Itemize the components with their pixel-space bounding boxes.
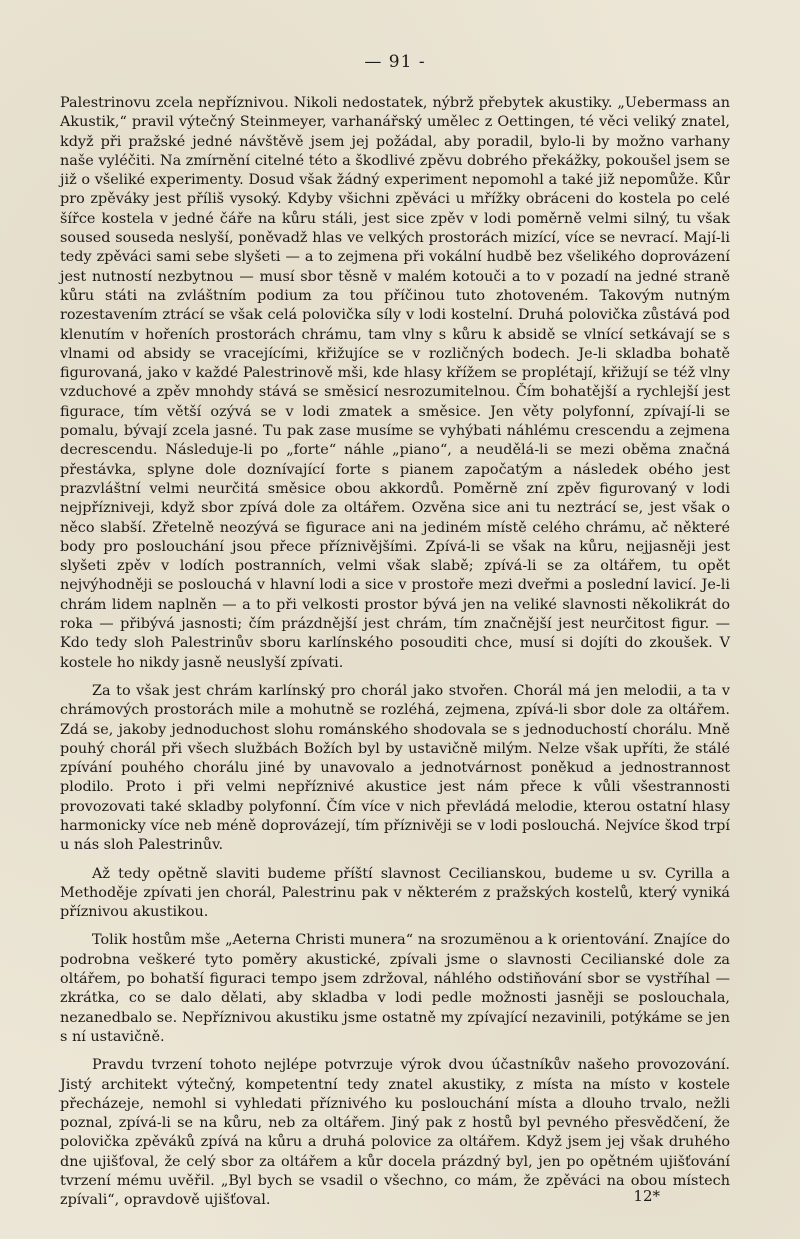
signature-mark: 12* (633, 1187, 660, 1205)
paragraph-4: Tolik hostům mše „Aeterna Christi munera“ na srozumënou a k orientování. Znajíce do podrobna veškeré tyto poměry akustické, zpívali jsme o slavnosti Cecilianské dole za oltářem, po bohatší figuraci tempo jsem zdržoval, náhlého odstiňování sbor se vystříhal — zkrátka, co se dalo dělati, aby skladba v lodi pedle možnosti jasněji se poslouchala, nezanedbalo se. Nepříznivou akustiku jsme ostatně my zpívající nezavinili, potýkáme se jen s ní ustavičně. (60, 932, 730, 1045)
text-body (60, 94, 730, 1211)
paragraph-5: Pravdu tvrzení tohoto nejlépe potvrzuje výrok dvou účastníkův našeho provozování. Jistý architekt výtečný, kompetentní tedy znatel akustiky, z místa na místo v kostele přecházeje, nemohl si vyhledati příznivého ku poslouchání místa a dlouho trvalo, nežli poznal, zpívá-li se na kůru, neb za oltářem. Jiný pak z hostů byl pevného přesvědčení, že polovička zpěváků zpívá na kůru a druhá polovice za oltářem. Když jsem jej však druhého dne ujišťoval, že celý sbor za oltářem a kůr docela prázdný byl, jen po opětném ujišťování tvrzení mému uvěřil. „Byl bych se vsadil o všechno, co mám, že zpěváci na obou místech zpívali“, opravdově ujišťoval. (60, 1057, 730, 1209)
paragraph-2: Za to však jest chrám karlínský pro chorál jako stvořen. Chorál má jen melodii, a ta v chrámových prostorách mile a mohutně se rozléhá, zejmena, zpívá-li sbor dole za oltářem. Zdá se, jakoby jednoduchost slohu románského shodovala se s jednoduchostí chorálu. Mně pouhý chorál při všech službách Božích byl by ustavičně milým. Nelze však upříti, že stálé zpívání pouhého chorálu jiné by unavovalo a jednotvárnost poněkud a jednostrannost plodilo. Proto i při velmi nepříznivé akustice jest nám přece k vůli všestrannosti provozovati také skladby polyfonní. Čím více v nich převládá melodie, kterou ostatní hlasy harmonicky více neb méně doprovázejí, tím příznivěji se v lodi poslouchá. Nejvíce škod trpí u nás sloh Palestrinův. (60, 682, 730, 854)
page-number: — 91 - (364, 52, 426, 72)
paragraph-3: Až tedy opětně slaviti budeme příští slavnost Cecilianskou, budeme u sv. Cyrilla a Methoděje zpívati jen chorál, Palestrinu pak v některém z pražských kostelů, který vyniká příznivou akustikou. (60, 865, 730, 921)
paragraph-1: Palestrinovu zcela nepříznivou. Nikoli nedostatek, nýbrž přebytek akustiky. „Uebermass an Akustik,“ pravil výtečný Steinmeyer, varhanářský umělec z Oettingen, té věci veliký znatel, když při pražské jedné návštěvě jsem jej požádal, aby poradil, bylo-li by možno varhany naše vyléčiti. Na zmírnění citelné této a škodlivé zpěvu dobrého překážky, pokoušel jsem se již o všeliké experimenty. Dosud však žádný experiment nepomohl a také již nepomůže. Kůr pro zpěváky jest příliš vysoký. Kdyby všichni zpěváci u mřížky obráceni do kostela po celé šířce kostela v jedné čáře na kůru stáli, jest sice zpěv v lodi poměrně velmi silný, tu však soused souseda neslyší, poněvadž hlas ve velkých prostorách mizící, více se nevrací. Mají-li tedy zpěváci sami sebe slyšeti — a to zejmena při vokální hudbě bez všelikého doprovázení jest nutností nezbytnou — musí sbor těsně v malém kotouči a to v pozadí na jedné straně kůru státi na zvláštním podium za tou příčinou tuto zhotoveném. Takovým nutným rozestavením ztrácí se však celá polovička síly v lodi kostelní. Druhá polovička zůstává pod klenutím v hořeních prostorách chrámu, tam vlny s kůru k absidě se vlnící setkávají se s vlnami od absidy se vracejícími, křižujíce se v rozličných bodech. Je-li skladba bohatě figurovaná, jako v každé Palestrinově mši, kde hlasy křížem se proplétají, křižují se též vlny vzduchové a zpěv mnohdy stává se směsicí nesrozumitelnou. Čím bohatější a rychlejší jest figurace, tím větší ozývá se v lodi zmatek a směsice. Jen věty polyfonní, zpívají-li se pomalu, bývají zcela jasné. Tu pak zase musíme se vyhýbati náhlému crescendu a zejmena decrescendu. Následuje-li po „forte“ náhle „piano“, a neudělá-li se mezi oběma značná přestávka, splyne dole doznívající forte s pianem započatým a následek obého jest prazvláštní velmi neurčitá směsice obou akkordů. Poměrně zní zpěv figurovaný v lodi nejpřízniveji, když sbor zpívá dole za oltářem. Ozvěna sice ani tu neztrácí se, jest však o něco slabší. Zřetelně neozývá se figurace ani na jediném místě celého chrámu, ač některé body pro poslouchání jsou přece příznivějšími. Zpívá-li se však na kůru, nejjasněji jest slyšeti zpěv v lodích postranních, velmi však slabě; zpívá-li se za oltářem, tu opět nejvýhodněji se poslouchá v hlavní lodi a sice v prostoře mezi dveřmi a poslední lavicí. Je-li chrám lidem naplněn — a to při velkosti prostor bývá jen na veliké slavnosti několikrát do roka — přibývá jasnosti; čím prázdnější jest chrám, tím značnější jest neurčitost figur. — Kdo tedy sloh Palestrinův sboru karlínského posouditi chce, musí si dojíti do zkoušek. V kostele ho nikdy jasně neuslyší zpívati. (60, 95, 730, 671)
